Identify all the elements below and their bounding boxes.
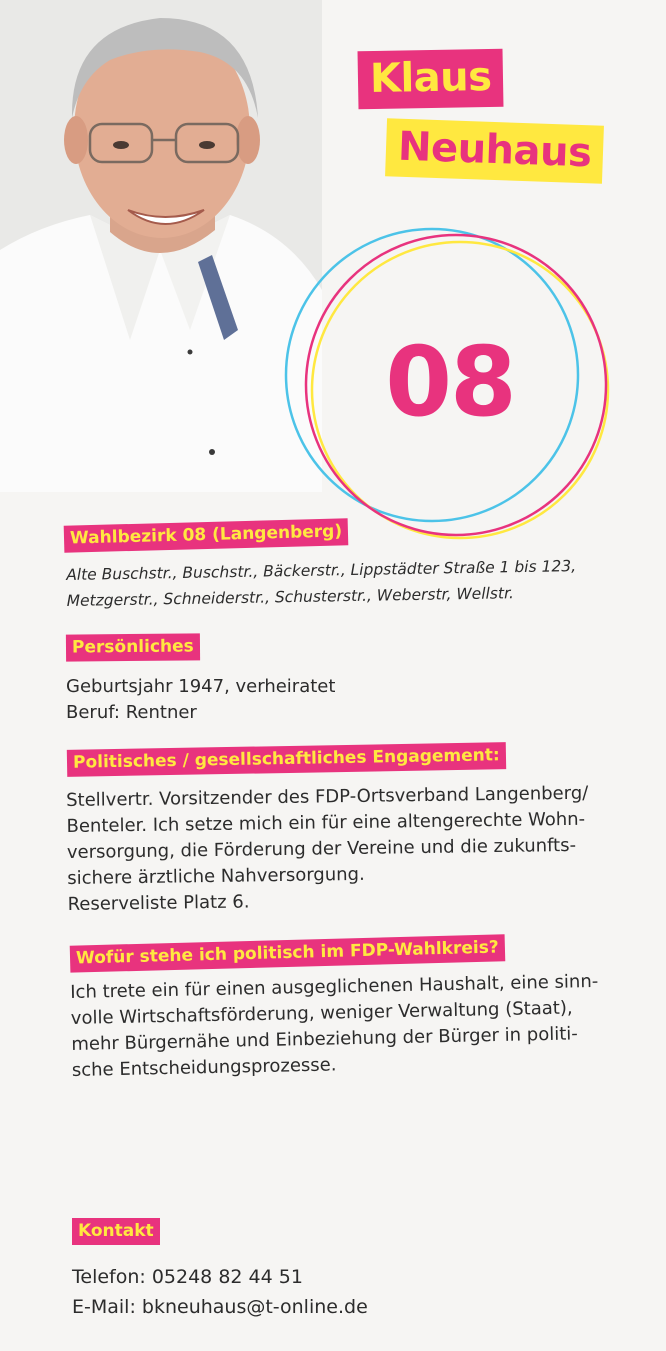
position-text [70,969,600,1084]
engagement-text [66,781,590,918]
text-line: Geburtsjahr 1947, verheiratet [66,676,336,697]
text-line: Ich trete ein für einen ausgeglichenen Haushalt, eine sinn- [70,970,599,1003]
text-line: Beruf: Rentner [66,702,197,723]
candidate-last-name: Neuhaus [385,118,604,184]
text-line: volle Wirtschaftsförderung, weniger Verwaltung (Staat), [70,997,573,1029]
text-line: mehr Bürgernähe und Einbeziehung der Bürger in politi- [71,1023,579,1055]
engagement-heading: Politisches / gesellschaftliches Engagement: [67,742,506,777]
text-line: Reserveliste Platz 6. [67,891,250,915]
contact-text [72,1262,368,1322]
text-line: sichere ärztliche Nahversorgung. [67,863,365,889]
contact-phone: Telefon: 05248 82 44 51 [72,1266,303,1288]
district-number: 08 [385,326,515,438]
district-streets [66,553,577,614]
candidate-first-name: Klaus [358,49,504,110]
district-heading: Wahlbezirk 08 (Langenberg) [64,518,349,553]
candidate-portrait [0,0,322,492]
text-line: Alte Buschstr., Buschstr., Bäckerstr., Lippstädter Straße 1 bis 123, [66,557,577,584]
personal-heading: Persönliches [66,633,200,662]
text-line: Metzgerstr., Schneiderstr., Schusterstr., Weberstr, Wellstr. [66,584,515,610]
text-line: Stellvertr. Vorsitzender des FDP-Ortsverband Langenberg/ [66,782,589,811]
contact-email: E-Mail: bkneuhaus@t-online.de [72,1296,368,1318]
personal-text [66,674,335,726]
position-heading: Wofür stehe ich politisch im FDP-Wahlkreis? [70,934,505,973]
text-line: sche Entscheidungsprozesse. [71,1054,337,1081]
text-line: Benteler. Ich setze mich ein für eine altengerechte Wohn- [66,808,586,837]
contact-heading: Kontakt [72,1218,160,1245]
text-line: versorgung, die Förderung der Vereine und die zukunfts- [66,834,577,863]
